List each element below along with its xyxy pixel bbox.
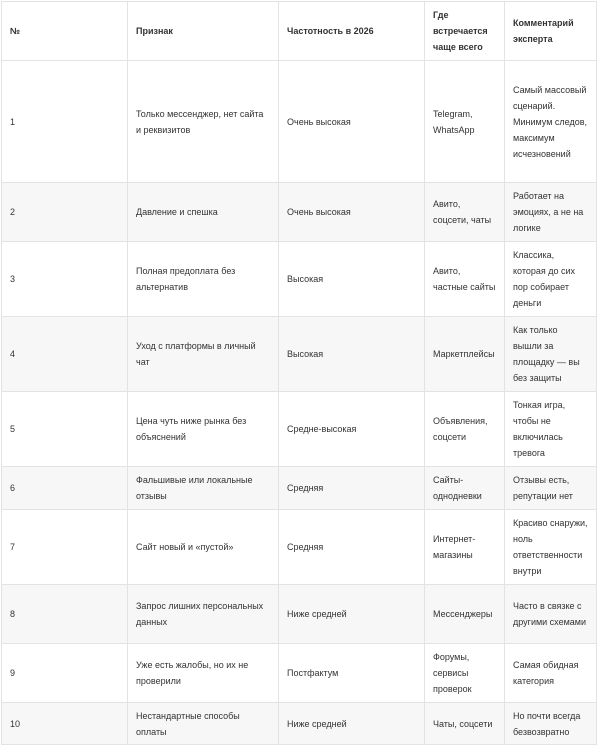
cell-comment: Самый массовый сценарий. Минимум следов, максимум исчезновений — [505, 61, 597, 183]
table-row — [2, 510, 597, 585]
cell-number: 7 — [2, 510, 128, 585]
cell-comment: Красиво снаружи, ноль ответственности внутри — [505, 510, 597, 585]
table-row — [2, 644, 597, 703]
cell-where: Объявления, соцсети — [425, 392, 505, 467]
header-where: Где встречается чаще всего — [425, 2, 505, 61]
table-header-row — [2, 2, 597, 61]
table-row — [2, 183, 597, 242]
cell-comment: Но почти всегда безвозвратно — [505, 703, 597, 745]
cell-frequency: Очень высокая — [279, 183, 425, 242]
cell-comment: Самая обидная категория — [505, 644, 597, 703]
cell-where: Мессенджеры — [425, 585, 505, 644]
cell-number: 2 — [2, 183, 128, 242]
header-frequency: Частотность в 2026 — [279, 2, 425, 61]
cell-frequency: Средняя — [279, 510, 425, 585]
cell-where: Telegram, WhatsApp — [425, 61, 505, 183]
cell-frequency: Высокая — [279, 317, 425, 392]
cell-sign: Цена чуть ниже рынка без объяснений — [128, 392, 279, 467]
cell-number: 4 — [2, 317, 128, 392]
cell-frequency: Высокая — [279, 242, 425, 317]
cell-number: 9 — [2, 644, 128, 703]
cell-where: Авито, частные сайты — [425, 242, 505, 317]
cell-sign: Фальшивые или локальные отзывы — [128, 467, 279, 510]
cell-sign: Нестандартные способы оплаты — [128, 703, 279, 745]
cell-comment: Как только вышли за площадку — вы без защиты — [505, 317, 597, 392]
cell-frequency: Очень высокая — [279, 61, 425, 183]
header-comment: Комментарий эксперта — [505, 2, 597, 61]
cell-sign: Уход с платформы в личный чат — [128, 317, 279, 392]
table-row — [2, 392, 597, 467]
cell-where: Чаты, соцсети — [425, 703, 505, 745]
cell-sign: Сайт новый и «пустой» — [128, 510, 279, 585]
header-number: № — [2, 2, 128, 61]
cell-sign: Запрос лишних персональных данных — [128, 585, 279, 644]
table-row — [2, 61, 597, 183]
cell-number: 6 — [2, 467, 128, 510]
cell-frequency: Средняя — [279, 467, 425, 510]
cell-sign: Давление и спешка — [128, 183, 279, 242]
cell-where: Интернет-магазины — [425, 510, 505, 585]
cell-frequency: Ниже средней — [279, 585, 425, 644]
cell-frequency: Средне-высокая — [279, 392, 425, 467]
cell-sign: Полная предоплата без альтернатив — [128, 242, 279, 317]
cell-frequency: Постфактум — [279, 644, 425, 703]
cell-number: 3 — [2, 242, 128, 317]
header-sign: Признак — [128, 2, 279, 61]
cell-number: 5 — [2, 392, 128, 467]
cell-comment: Отзывы есть, репутации нет — [505, 467, 597, 510]
cell-where: Сайты-однодневки — [425, 467, 505, 510]
cell-where: Авито, соцсети, чаты — [425, 183, 505, 242]
cell-sign: Уже есть жалобы, но их не проверили — [128, 644, 279, 703]
cell-number: 1 — [2, 61, 128, 183]
cell-where: Маркетплейсы — [425, 317, 505, 392]
cell-sign: Только мессенджер, нет сайта и реквизитов — [128, 61, 279, 183]
cell-frequency: Ниже средней — [279, 703, 425, 745]
cell-number: 8 — [2, 585, 128, 644]
cell-comment: Классика, которая до сих пор собирает деньги — [505, 242, 597, 317]
comparison-table — [1, 1, 597, 745]
cell-comment: Работает на эмоциях, а не на логике — [505, 183, 597, 242]
cell-where: Форумы, сервисы проверок — [425, 644, 505, 703]
table-row — [2, 242, 597, 317]
table-row — [2, 317, 597, 392]
cell-comment: Тонкая игра, чтобы не включилась тревога — [505, 392, 597, 467]
cell-number: 10 — [2, 703, 128, 745]
table-row — [2, 585, 597, 644]
table-row — [2, 703, 597, 745]
table-row — [2, 467, 597, 510]
cell-comment: Часто в связке с другими схемами — [505, 585, 597, 644]
